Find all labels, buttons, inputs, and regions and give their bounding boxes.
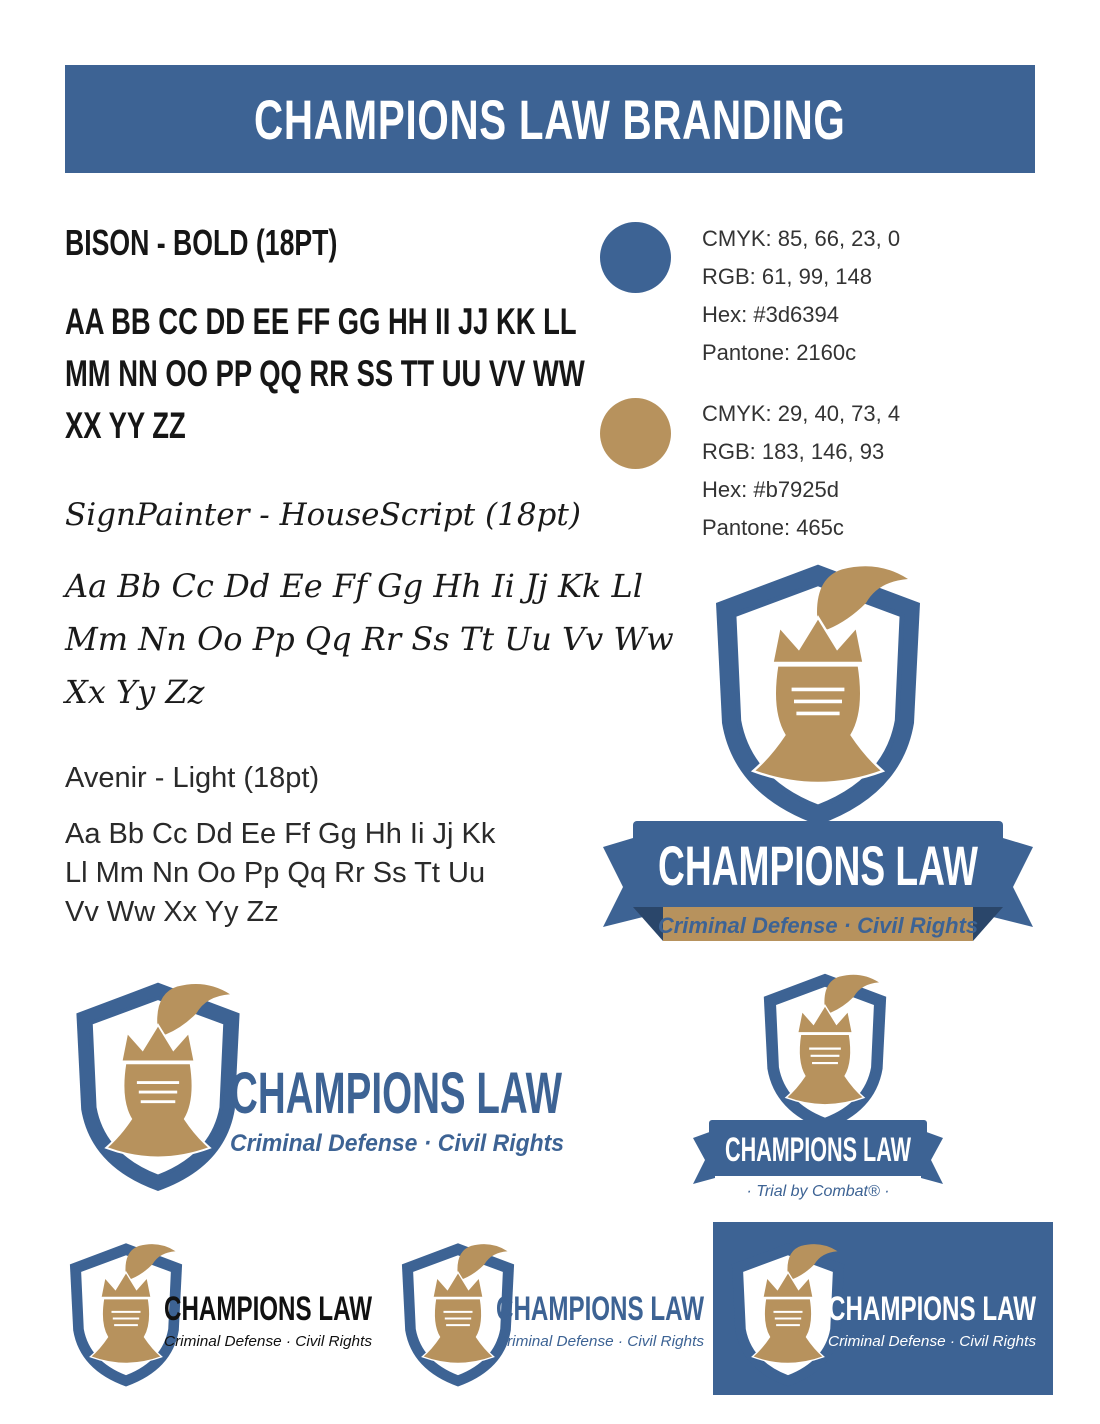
rgb-value: RGB: 61, 99, 148: [702, 264, 872, 289]
knight-helmet-shield-icon: [716, 565, 920, 825]
hex-value: Hex: #b7925d: [702, 477, 839, 502]
page-title: CHAMPIONS LAW BRANDING: [254, 87, 846, 151]
logo-tagline: Criminal Defense · Civil Rights: [496, 1333, 705, 1350]
pantone-value: Pantone: 465c: [702, 515, 844, 540]
logo-name: CHAMPIONS LAW: [230, 1061, 563, 1126]
title-banner: [65, 65, 1035, 173]
font-label-bison: BISON - BOLD (18PT): [65, 222, 338, 263]
logo-horizontal-black: [60, 1238, 380, 1398]
font-sample-line: XX YY ZZ: [65, 405, 186, 446]
font-sample-bison: [65, 296, 585, 452]
font-label-signpainter: SignPainter - HouseScript (18pt): [65, 497, 581, 533]
font-sample-line: Aa Bb Cc Dd Ee Ff Gg Hh Ii Jj Kk: [65, 818, 496, 850]
logo-tagline: Criminal Defense · Civil Rights: [657, 913, 979, 938]
logo-alt-tagline: · Trial by Combat® ·: [746, 1183, 890, 1200]
logo-name: CHAMPIONS LAW: [828, 1290, 1037, 1328]
knight-helmet-shield-icon: [764, 974, 886, 1130]
logo-badge-main: [603, 555, 1033, 945]
color-swatch-blue: [600, 222, 671, 293]
logo-tagline: Criminal Defense · Civil Rights: [828, 1333, 1037, 1350]
font-sample-line: Aa Bb Cc Dd Ee Ff Gg Hh Ii Jj Kk Ll: [65, 567, 643, 605]
pantone-value: Pantone: 2160c: [702, 340, 857, 365]
font-sample-line: Mm Nn Oo Pp Qq Rr Ss Tt Uu Vv Ww: [65, 620, 674, 658]
logo-badge-compact: [693, 968, 943, 1208]
rgb-value: RGB: 183, 146, 93: [702, 439, 885, 464]
cmyk-value: CMYK: 85, 66, 23, 0: [702, 226, 901, 251]
logo-tagline: Criminal Defense · Civil Rights: [230, 1130, 564, 1157]
font-sample-line: MM NN OO PP QQ RR SS TT UU VV WW: [65, 353, 585, 394]
font-sample-avenir: [65, 815, 495, 932]
logo-name: CHAMPIONS LAW: [496, 1290, 705, 1328]
logo-name: CHAMPIONS LAW: [658, 834, 979, 897]
color-spec-blue: [702, 220, 900, 372]
logo-tagline: Criminal Defense · Civil Rights: [164, 1333, 373, 1350]
font-sample-line: AA BB CC DD EE FF GG HH II JJ KK LL: [65, 301, 577, 342]
font-sample-line: Xx Yy Zz: [65, 673, 205, 711]
knight-helmet-shield-icon: [76, 983, 239, 1191]
color-spec-gold: [702, 395, 900, 547]
font-sample-signpainter: [65, 560, 674, 719]
logo-name: CHAMPIONS LAW: [164, 1290, 373, 1328]
logo-horizontal-large: [62, 975, 572, 1200]
logo-horizontal-white: [722, 1238, 1046, 1398]
hex-value: Hex: #3d6394: [702, 302, 839, 327]
font-label-avenir: Avenir - Light (18pt): [65, 762, 320, 794]
font-sample-line: Vv Ww Xx Yy Zz: [65, 896, 279, 928]
font-sample-line: Ll Mm Nn Oo Pp Qq Rr Ss Tt Uu: [65, 857, 486, 889]
cmyk-value: CMYK: 29, 40, 73, 4: [702, 401, 901, 426]
logo-horizontal-blue: [392, 1238, 712, 1398]
logo-name: CHAMPIONS LAW: [725, 1131, 912, 1169]
color-swatch-gold: [600, 398, 671, 469]
